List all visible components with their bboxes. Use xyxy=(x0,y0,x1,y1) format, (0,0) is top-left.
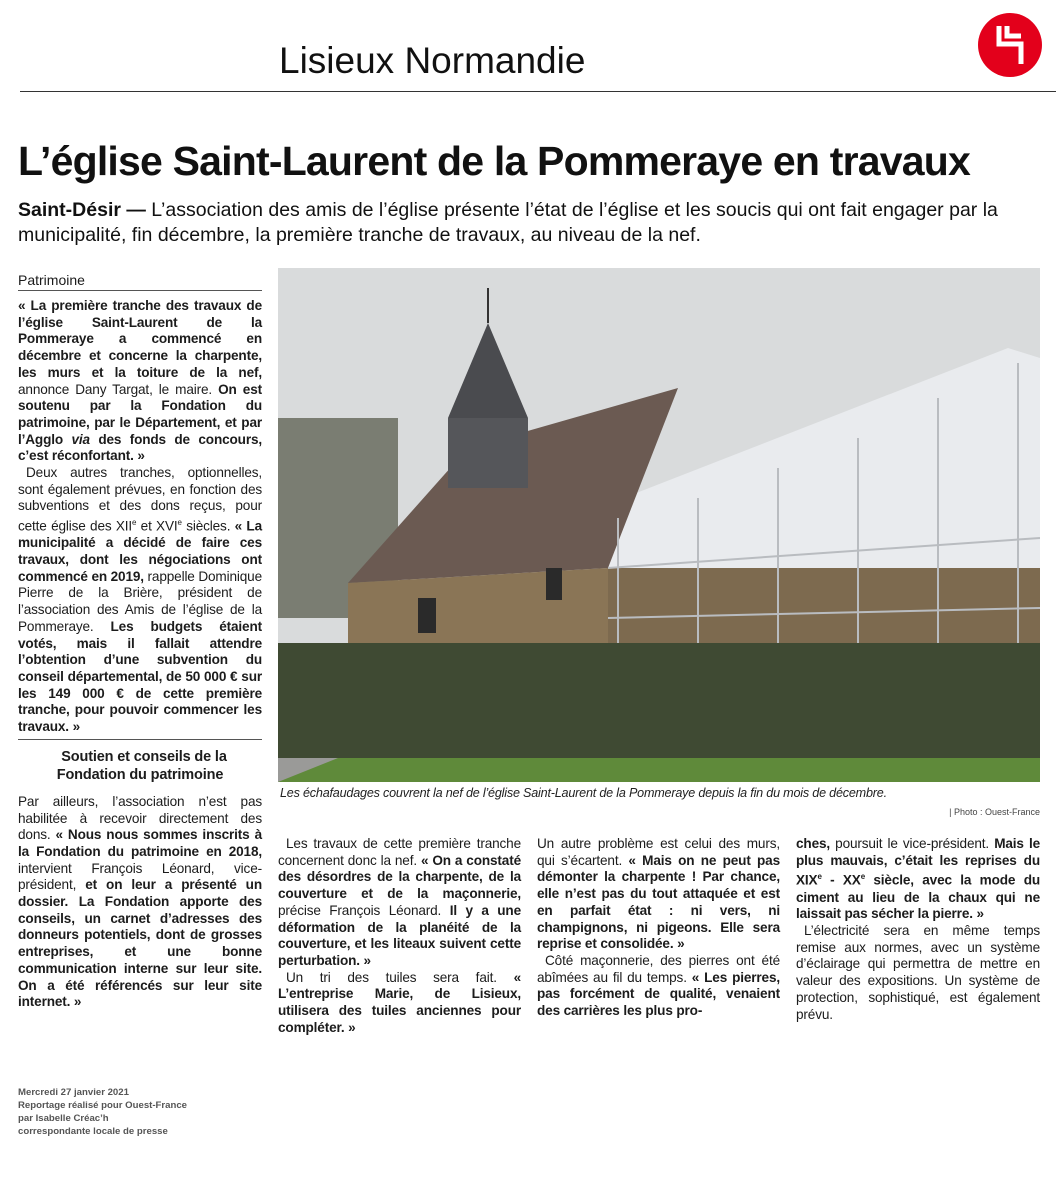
footer-line-4: correspondante locale de presse xyxy=(18,1126,168,1137)
chapo-place: Saint-Désir — xyxy=(18,199,146,221)
column-1 xyxy=(18,298,262,1011)
chapo-text: L’association des amis de l’église présente l’état de l’église et les soucis qui ont fait engager par la municipalité, fin décembre, la première tranche de travaux, au niveau de la nef. xyxy=(18,199,998,246)
ouest-france-logo xyxy=(977,12,1043,78)
column-4 xyxy=(796,836,1040,1023)
col3-paragraph-2: Côté maçonnerie, des pierres ont été abîmées au fil du temps. « Les pierres, pas forcément de qualité, venaient des carrières les plus pro- xyxy=(537,952,780,1019)
church-photo xyxy=(278,268,1040,782)
headline: L’église Saint-Laurent de la Pommeraye en travaux xyxy=(18,138,971,184)
chapo xyxy=(18,198,1048,248)
column-2 xyxy=(278,836,521,1036)
column-3 xyxy=(537,836,780,1020)
photo-tower xyxy=(448,418,528,488)
col2-paragraph-1: Les travaux de cette première tranche concernent donc la nef. « On a constaté des désordres de la charpente, de la couverture et de la maçonnerie, précise François Léonard. Il y a une déformation de la planéité de la couverture, et les liteaux suivent cette perturbation. » xyxy=(278,836,521,968)
col1-paragraph-3: Par ailleurs, l’association n’est pas habilitée à recevoir directement des dons. « Nous nous sommes inscrits à la Fondation du patrimoine en 2018, intervient François Léonard, vice-président, et on leur a présenté un dossier. La Fondation apporte des conseils, un carnet d’adresses des donneurs potentiels, dont de grosses entreprises, et une bonne communication interne sur leur site. On a été référencés sur leur site internet. » xyxy=(18,793,263,1010)
photo-caption: Les échafaudages couvrent la nef de l’église Saint-Laurent de la Pommeraye depuis la fin du mois de décembre. xyxy=(280,786,887,800)
rubric xyxy=(18,272,262,291)
photo-hedge xyxy=(278,643,1040,758)
footer-credits xyxy=(18,1086,187,1138)
rubric-label: Patrimoine xyxy=(18,272,85,288)
col4-paragraph-2: L’électricité sera en même temps remise aux normes, avec un système d’éclairage qui permettra de mettre en valeur des expositions. Un système de protection, sophistiqué, est également prévu. xyxy=(796,923,1040,1022)
masthead: Lisieux Normandie xyxy=(279,40,586,81)
col2-paragraph-2: Un tri des tuiles sera fait. « L’entreprise Marie, de Lisieux, utilisera des tuiles anciennes pour compléter. » xyxy=(278,969,521,1035)
footer-line-3: par Isabelle Créac’h xyxy=(18,1113,109,1124)
photo-credit: | Photo : Ouest-France xyxy=(949,807,1040,817)
col4-paragraph-1: ches, poursuit le vice-président. Mais le plus mauvais, c’était les reprises du XIXe - XXe siècle, avec la mode du ciment au lieu de la chaux qui ne laissait pas sécher la pierre. » xyxy=(796,836,1040,922)
footer-line-2: Reportage réalisé pour Ouest-France xyxy=(18,1100,188,1111)
photo-window xyxy=(418,598,436,633)
photo-window-2 xyxy=(546,568,562,600)
col1-paragraph-2: Deux autres tranches, optionnelles, sont également prévues, en fonction des subventions et des dons reçus, pour cette église des XIIe et XVIe siècles. « La municipalité a décidé de faire ces travaux, dont les négociations ont commencé en 2019, rappelle Dominique Pierre de la Brière, président de l’association des Amis de l’église de la Pommeraye. Les budgets étaient votés, mais il fallait attendre l’obtention d’une subvention du conseil départemental, de 50 000 € sur les 149 000 € de cette première tranche, pour pouvoir commencer les travaux. » xyxy=(18,465,263,735)
col3-paragraph-1: Un autre problème est celui des murs, qui s’écartent. « Mais on ne peut pas démonter la charpente ! Par chance, elle n’est pas du tout attaquée et est en parfait état : ni vers, ni champignons, ni pigeons. Elle sera reprise et consolidée. » xyxy=(537,836,780,952)
col1-paragraph-1: « La première tranche des travaux de l’église Saint-Laurent de la Pommeraye a commencé en décembre et concerne la charpente, les murs et la toiture de la nef, annonce Dany Targat, le maire. On est soutenu par la Fondation du patrimoine, par le Département, et par l’Agglo via des fonds de concours, c’est réconfortant. » xyxy=(18,298,262,464)
col1-subhead: Soutien et conseils de la Fondation du patrimoine xyxy=(18,739,262,794)
masthead-rule xyxy=(20,91,1056,92)
footer-date: Mercredi 27 janvier 2021 xyxy=(18,1087,129,1098)
photo-wall-right xyxy=(608,568,1040,648)
